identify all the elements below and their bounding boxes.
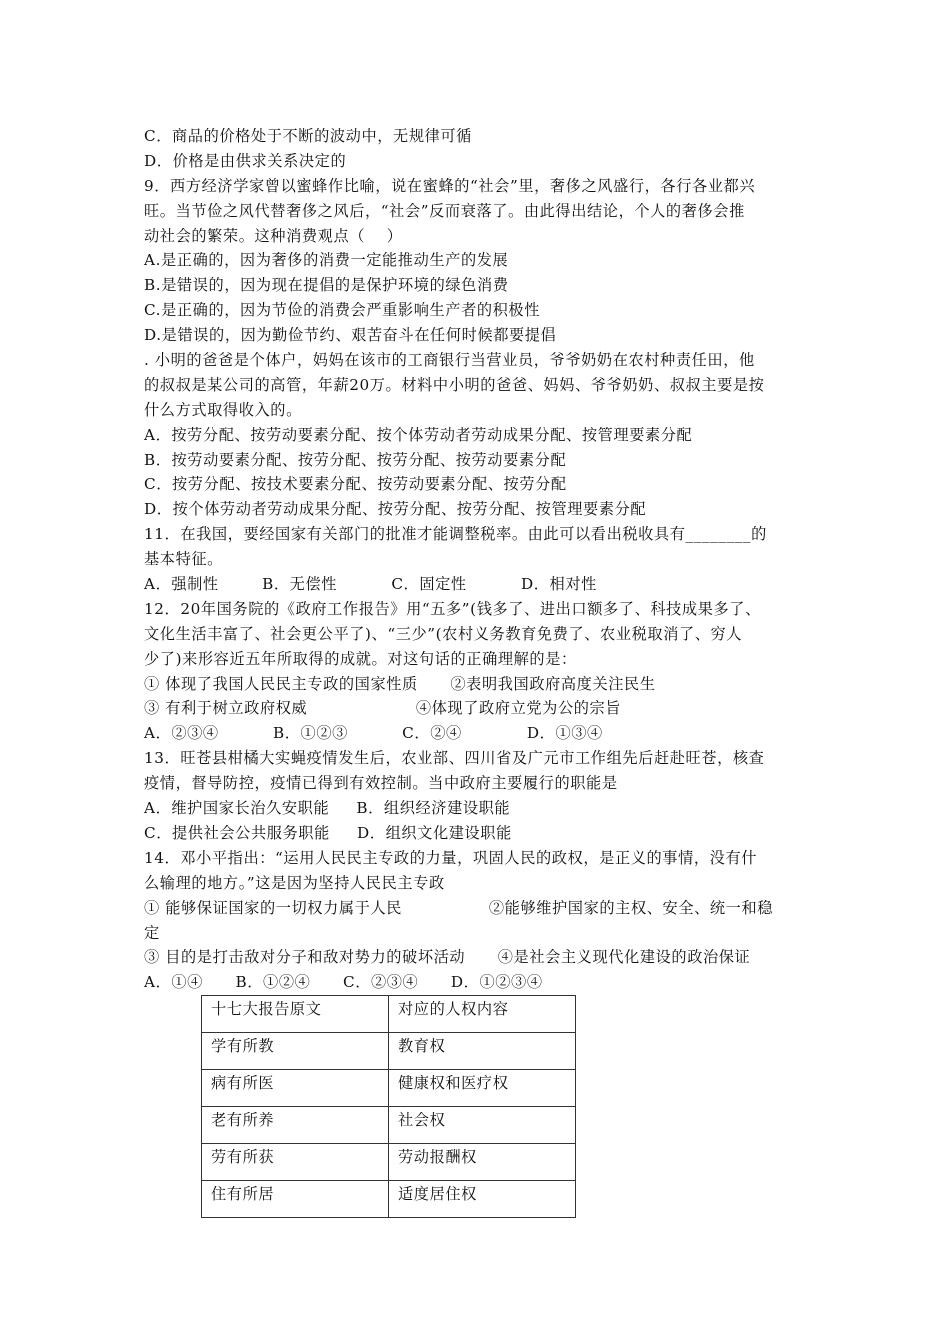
text-line: 文化生活丰富了、社会更公平了)、“三少”(农村义务教育免费了、农业税取消了、穷人: [144, 624, 743, 643]
table-header-cell: 十七大报告原文: [202, 996, 389, 1033]
text-line: D．价格是由供求关系决定的: [144, 151, 347, 170]
text-line: 14．邓小平指出：“运用人民民主专政的力量，巩固人民的政权，是正义的事情，没有什: [144, 848, 758, 867]
table-cell: 适度居住权: [389, 1181, 576, 1218]
text-line: 么输理的地方。”这是因为坚持人民民主专政: [144, 873, 445, 892]
table-row: [202, 1033, 576, 1070]
text-line: A．②③④ B．①②③ C．②④ D．①③④: [144, 724, 603, 743]
table-cell: 劳动报酬权: [389, 1144, 576, 1181]
text-line: C．按劳分配、按技术要素分配、按劳动要素分配、按劳分配: [144, 475, 567, 494]
table-header-cell: 对应的人权内容: [389, 996, 576, 1033]
text-line: 定: [144, 923, 160, 942]
human-rights-table: [201, 995, 576, 1218]
text-line: 12．20年国务院的《政府工作报告》用“五多”(钱多了、进出口额多了、科技成果多了、: [144, 599, 761, 618]
text-line: A．强制性 B．无偿性 C．固定性 D．相对性: [144, 575, 597, 594]
text-line: A．维护国家长治久安职能 B．组织经济建设职能: [144, 799, 511, 818]
text-line: 13．旺苍县柑橘大实蝇疫情发生后，农业部、四川省及广元市工作组先后赶赴旺苍，核查: [144, 749, 765, 768]
table-cell: 学有所教: [202, 1033, 389, 1070]
text-line: ① 体现了我国人民民主专政的国家性质 ②表明我国政府高度关注民生: [144, 674, 656, 693]
text-line: 9．西方经济学家曾以蜜蜂作比喻，说在蜜蜂的“社会”里，奢侈之风盛行，各行各业都兴: [144, 176, 756, 195]
text-line: ③ 有利于树立政府权威 ④体现了政府立党为公的宗旨: [144, 699, 622, 718]
text-line: A．①④ B．①②④ C．②③④ D．①②③④: [144, 973, 543, 992]
text-line: B．按劳动要素分配、按劳分配、按劳分配、按劳动要素分配: [144, 450, 567, 469]
text-line: A.是正确的，因为奢侈的消费一定能推动生产的发展: [144, 251, 509, 270]
text-line: 11．在我国，要经国家有关部门的批准才能调整税率。由此可以看出税收具有________的: [144, 525, 767, 544]
text-line: 疫情，督导防控，疫情已得到有效控制。当中政府主要履行的职能是: [144, 774, 618, 793]
text-line: ① 能够保证国家的一切权力属于人民 ②能够维护国家的主权、安全、统一和稳: [144, 898, 774, 917]
text-line: 旺。当节俭之风代替奢侈之风后，“社会”反而衰落了。由此得出结论，个人的奢侈会推: [144, 201, 745, 220]
text-line: C．商品的价格处于不断的波动中，无规律可循: [144, 127, 472, 145]
table-cell: 健康权和医疗权: [389, 1070, 576, 1107]
text-line: 动社会的繁荣。这种消费观点（ ）: [144, 226, 403, 245]
text-line: C．提供社会公共服务职能 D．组织文化建设职能: [144, 823, 512, 842]
text-line: A．按劳分配、按劳动要素分配、按个体劳动者劳动成果分配、按管理要素分配: [144, 425, 693, 444]
question-text: [144, 124, 806, 995]
table-cell: 老有所养: [202, 1107, 389, 1144]
text-line: D．按个体劳动者劳动成果分配、按劳分配、按劳分配、按管理要素分配: [144, 500, 647, 519]
table-cell: 病有所医: [202, 1070, 389, 1107]
table-header-row: [202, 996, 576, 1033]
text-line: C.是正确的，因为节俭的消费会严重影响生产者的积极性: [144, 301, 541, 320]
text-line: 少了)来形容近五年所取得的成就。对这句话的正确理解的是：: [144, 649, 577, 668]
table-row: [202, 1181, 576, 1218]
text-line: ③ 目的是打击敌对分子和敌对势力的破坏活动 ④是社会主义现代化建设的政治保证: [144, 948, 751, 967]
table-cell: 住有所居: [202, 1181, 389, 1218]
table-row: [202, 1144, 576, 1181]
text-line: D.是错误的，因为勤俭节约、艰苦奋斗在任何时候都要提倡: [144, 326, 557, 345]
text-line: 什么方式取得收入的。: [144, 400, 302, 419]
text-line: B.是错误的，因为现在提倡的是保护环境的绿色消费: [144, 276, 509, 295]
text-line: 的叔叔是某公司的高管，年薪20万。材料中小明的爸爸、妈妈、爷爷奶奶、叔叔主要是按: [144, 375, 765, 394]
table-cell: 教育权: [389, 1033, 576, 1070]
table-row: [202, 1107, 576, 1144]
table-cell: 社会权: [389, 1107, 576, 1144]
table-row: [202, 1070, 576, 1107]
table-cell: 劳有所获: [202, 1144, 389, 1181]
text-line: 基本特征。: [144, 550, 223, 569]
text-line: . 小明的爸爸是个体户，妈妈在该市的工商银行当营业员，爷爷奶奶在农村种责任田，他: [144, 351, 755, 370]
